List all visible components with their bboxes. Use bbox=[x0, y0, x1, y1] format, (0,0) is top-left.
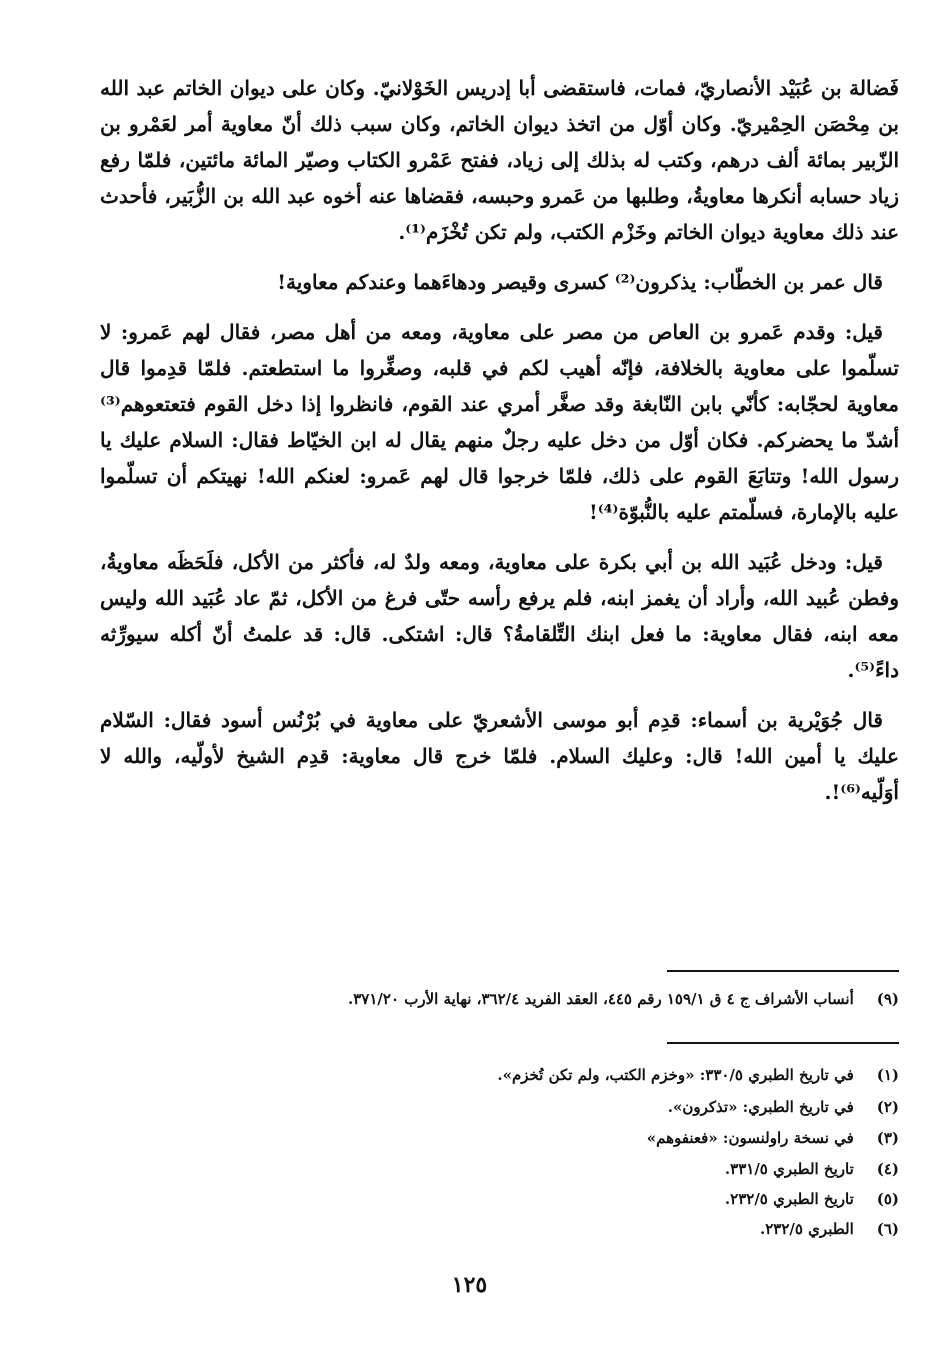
footnote-2 bbox=[100, 1094, 899, 1120]
footnote-3 bbox=[100, 1125, 899, 1151]
footnote-1 bbox=[100, 1062, 899, 1088]
footnote-number: (٣) bbox=[876, 1129, 899, 1147]
page-number: ١٢٥ bbox=[451, 1272, 488, 1298]
footnote-5 bbox=[100, 1186, 899, 1212]
footnote-text: في نسخة راولنسون: «فعنفوهم» bbox=[646, 1129, 854, 1147]
footnote-divider bbox=[667, 1042, 899, 1044]
paragraph-4: قيل: ودخل عُبَيد الله بن أبي بكرة على معاوية، ومعه ولدٌ له، فأكثر من الأكل، فلَحَظَه معاويةُ، وفطن عُبيد الله، وأراد أن يغمز ابنه، فلم يرفع رأسه حتّى فرغ من الأكل، ثمّ عاد عُبَيد الله وليس معه ابنه، فقال معاوية: ما فعل ابنك التِّلقامةُ؟ قال: اشتكى. قال: قد علمتُ أنّ أكله سيورِّثه داءً⁽⁵⁾. bbox=[100, 550, 899, 682]
footnote-number: (٤) bbox=[876, 1160, 899, 1178]
paragraph-2: قال عمر بن الخطّاب: يذكرون⁽²⁾ كسرى وقيصر ودهاءَهما وعندكم معاوية! bbox=[277, 270, 883, 294]
footnote-number: (٢) bbox=[876, 1098, 899, 1116]
footnote-6 bbox=[100, 1216, 899, 1242]
footnote-text: أنساب الأشراف ج ٤ ق ١٥٩/١ رقم ٤٤٥، العقد الفريد ٣٦٢/٤، نهاية الأرب ٣٧١/٢٠. bbox=[348, 990, 854, 1008]
paragraph-1: فَضالة بن عُبَيْد الأنصاريّ، فمات، فاستقضى أبا إدريس الخَوْلانيّ. وكان على ديوان الخاتم عبد الله بن مِحْصَن الحِمْيريّ. وكان أوّل من اتخذ ديوان الخاتم، وكان سبب ذلك أنّ معاوية أمر لعَمْرو بن الزّبير بمائة ألف درهم، وكتب له بذلك إلى زياد، ففتح عَمْرو الكتاب وصيّر المائة مائتين، فلمّا رفع زياد حسابه أنكرها معاويةُ، وطلبها من عَمرو وحبسه، فقضاها عنه أخوه عبد الله بن الزُّبَير، فأحدث عند ذلك معاوية ديوان الخاتم وخَزْم الكتب، ولم تكن تُخْزَم⁽¹⁾. bbox=[100, 76, 899, 244]
footnote-number: (٥) bbox=[876, 1190, 899, 1208]
footnote-9 bbox=[100, 986, 899, 1012]
footnote-number: (١) bbox=[876, 1066, 899, 1084]
paragraph-3: قيل: وقدم عَمرو بن العاص من مصر على معاوية، ومعه من أهل مصر، فقال لهم عَمرو: لا تسلّموا على معاوية بالخلافة، فإنّه أهيب لكم في قلبه، وصغِّروا ما استطعتم. فلمّا قدِموا قال معاوية لحجّابه: كأنّي بابن النّابغة وقد صغَّر أمري عند القوم، فانظروا إذا دخل القوم فتعتعوهم⁽³⁾ أشدّ ما يحضركم. فكان أوّل من دخل عليه رجلٌ منهم يقال له ابن الخيّاط فقال: السلام عليك يا رسول الله! وتتابَعَ القوم على ذلك، فلمّا خرجوا قال لهم عَمرو: لعنكم الله! نهيتكم أن تسلّموا عليه بالإمارة، فسلّمتم عليه بالنُّبوّة⁽⁴⁾! bbox=[100, 320, 900, 524]
footnote-number: (٩) bbox=[876, 990, 899, 1008]
footnote-text: في تاريخ الطبري ٣٣٠/٥: «وخزم الكتب، ولم تكن تُخزم». bbox=[497, 1066, 854, 1084]
footnote-text: الطبري ٢٣٢/٥. bbox=[760, 1220, 854, 1238]
footnote-4 bbox=[100, 1156, 899, 1182]
footnote-number: (٦) bbox=[876, 1220, 899, 1238]
main-text bbox=[100, 70, 899, 810]
footnote-text: في تاريخ الطبري: «تذكرون». bbox=[667, 1098, 854, 1116]
footnote-text: تاريخ الطبري ٢٣٢/٥. bbox=[724, 1190, 854, 1208]
footnote-divider-top bbox=[667, 970, 899, 972]
paragraph-5: قال جُوَيْرية بن أسماء: قدِم أبو موسى الأشعريّ على معاوية في بُرْنُس أسود فقال: السّلام عليك يا أمين الله! قال: وعليك السلام. فلمّا خرج قال معاوية: قدِم الشيخ لأولّيه، والله لا أوَلّيه⁽⁶⁾!. bbox=[100, 708, 899, 804]
footnote-text: تاريخ الطبري ٣٣١/٥. bbox=[724, 1160, 854, 1178]
